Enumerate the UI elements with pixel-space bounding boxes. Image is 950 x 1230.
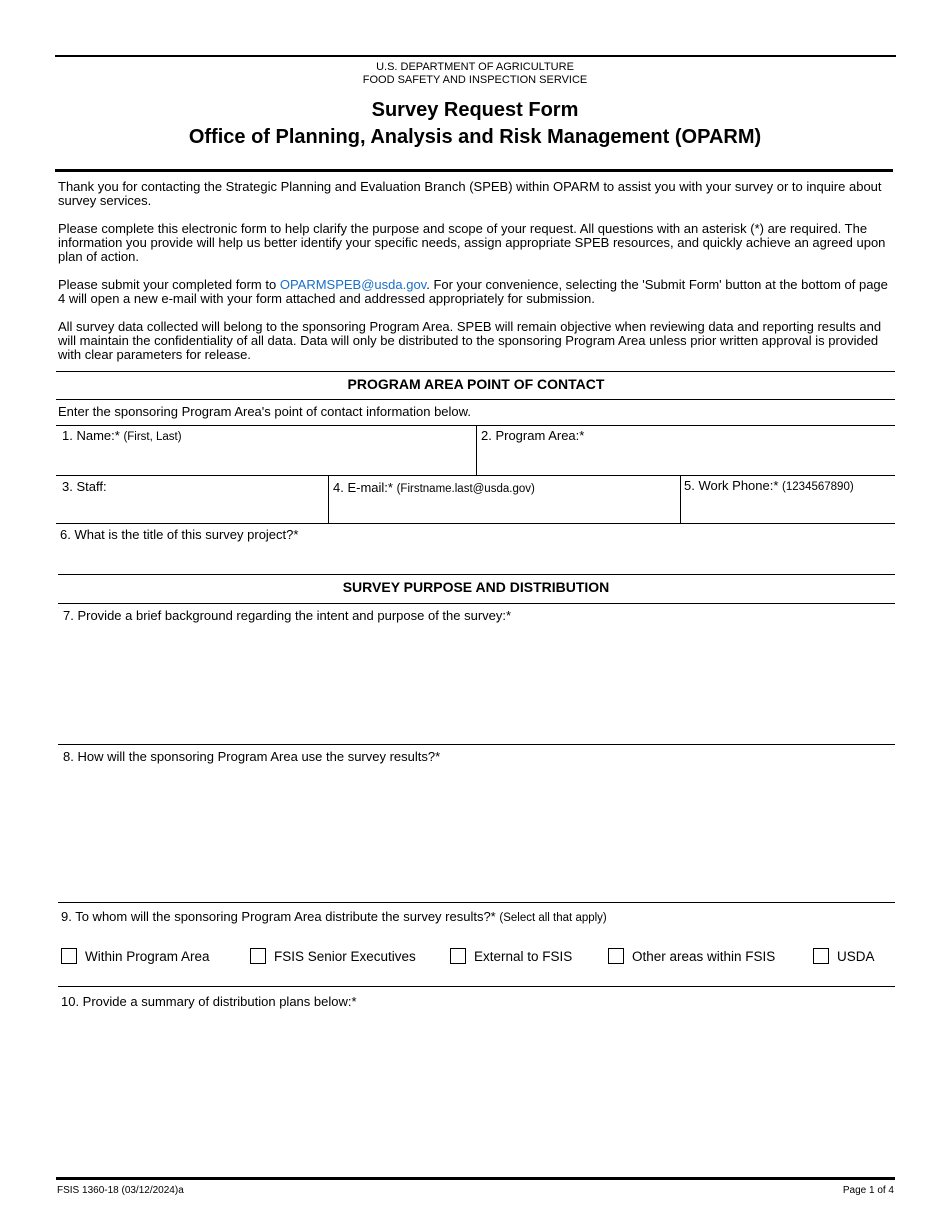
q4-email-label — [333, 480, 535, 497]
row1-divider — [476, 425, 477, 475]
purpose-section-heading: SURVEY PURPOSE AND DISTRIBUTION — [342, 579, 610, 595]
distribution-summary-textarea[interactable] — [61, 1014, 892, 1168]
option-other-areas-within-fsis[interactable] — [608, 946, 775, 966]
intro-paragraph-3-start: Please submit your completed form to — [58, 277, 280, 292]
top-rule — [55, 55, 896, 57]
contact-section-heading: PROGRAM AREA POINT OF CONTACT — [347, 376, 605, 392]
other-areas-within-fsis-checkbox[interactable] — [608, 948, 624, 964]
fsis-senior-executives-label: FSIS Senior Executives — [274, 948, 416, 964]
q1-name-hint: (First, Last) — [123, 431, 182, 443]
q9-distribution-label — [61, 909, 607, 926]
form-subtitle: Office of Planning, Analysis and Risk Management (OPARM) — [188, 126, 762, 148]
q8-bottom-rule — [58, 902, 895, 903]
row3-bottom-rule — [58, 574, 895, 575]
contact-section-top-rule — [56, 371, 895, 372]
use-results-textarea[interactable] — [63, 769, 892, 899]
option-usda[interactable] — [813, 946, 875, 966]
contact-heading-bottom-rule — [56, 399, 895, 400]
work-phone-input[interactable] — [684, 498, 893, 522]
contact-instruction: Enter the sponsoring Program Area's point of contact information below. — [58, 404, 471, 419]
row2-divider-1 — [328, 475, 329, 523]
external-to-fsis-checkbox[interactable] — [450, 948, 466, 964]
q5-phone-hint: (1234567890) — [782, 481, 854, 493]
header-bottom-rule — [55, 169, 893, 172]
agency-name-line2: FOOD SAFETY AND INSPECTION SERVICE — [362, 74, 588, 86]
q5-phone-label-text: 5. Work Phone:* — [684, 478, 779, 493]
page-number: Page 1 of 4 — [842, 1185, 894, 1196]
q7-bottom-rule — [58, 744, 895, 745]
footer-rule — [56, 1177, 895, 1180]
option-within-program-area[interactable] — [61, 946, 210, 966]
within-program-area-label: Within Program Area — [85, 948, 210, 964]
form-id: FSIS 1360-18 (03/12/2024)a — [57, 1185, 184, 1196]
staff-input[interactable] — [62, 498, 324, 522]
purpose-heading-bottom-rule — [58, 603, 895, 604]
other-areas-within-fsis-label: Other areas within FSIS — [632, 948, 776, 964]
q1-name-label — [62, 428, 182, 445]
q9-distribution-label-text: 9. To whom will the sponsoring Program Area distribute the survey results?* — [61, 909, 496, 924]
q2-program-area-label: 2. Program Area:* — [481, 428, 585, 443]
fsis-senior-executives-checkbox[interactable] — [250, 948, 266, 964]
q3-staff-label: 3. Staff: — [62, 479, 107, 494]
intro-paragraph-2: Please complete this electronic form to help clarify the purpose and scope of your request. All questions with an asterisk (*) are required. The information you provide will help us better identify your specific needs, assign appropriate SPEB resources, and quickly achieve an agreed upon plan of action. — [58, 221, 886, 264]
intro-paragraph-3 — [58, 278, 888, 306]
q10-summary-label: 10. Provide a summary of distribution plans below:* — [61, 994, 357, 1009]
row1-bottom-rule — [56, 475, 895, 476]
q5-phone-label — [684, 478, 854, 495]
q8-use-results-label: 8. How will the sponsoring Program Area use the survey results?* — [63, 749, 441, 764]
external-to-fsis-label: External to FSIS — [474, 948, 573, 964]
q9-distribution-hint: (Select all that apply) — [499, 912, 607, 924]
intro-paragraph-3-end: . For your convenience, selecting the 'Submit Form' button at the bottom of page 4 will open a new e-mail with your form attached and addressed appropriately for submission. — [58, 277, 888, 306]
submit-email-link[interactable]: OPARMSPEB@usda.gov — [279, 277, 427, 292]
q1-name-label-text: 1. Name:* — [62, 428, 120, 443]
option-external-to-fsis[interactable] — [450, 946, 572, 966]
usda-label: USDA — [837, 948, 875, 964]
intro-paragraph-4: All survey data collected will belong to the sponsoring Program Area. SPEB will remain objective when reviewing data and reporting results and will maintain the confidentiality of all data. Data will only be distributed to the sponsoring Program Area unless prior written approval is provided with clear parameters for release. — [58, 319, 882, 362]
intro-paragraph-1: Thank you for contacting the Strategic Planning and Evaluation Branch (SPEB) within OPARM to assist you with your survey or to inquire about survey services. — [58, 179, 882, 208]
q7-background-label: 7. Provide a brief background regarding the intent and purpose of the survey:* — [63, 608, 512, 623]
q6-title-label: 6. What is the title of this survey project?* — [60, 527, 299, 542]
form-title: Survey Request Form — [371, 99, 579, 121]
name-input[interactable] — [62, 448, 471, 472]
survey-title-input[interactable] — [60, 548, 892, 572]
usda-checkbox[interactable] — [813, 948, 829, 964]
agency-name-line1: U.S. DEPARTMENT OF AGRICULTURE — [376, 61, 574, 73]
q4-email-hint: (Firstname.last@usda.gov) — [396, 483, 535, 495]
background-textarea[interactable] — [63, 628, 892, 742]
row2-bottom-rule — [56, 523, 895, 524]
program-area-input[interactable] — [481, 448, 890, 472]
q4-email-label-text: 4. E-mail:* — [333, 480, 393, 495]
within-program-area-checkbox[interactable] — [61, 948, 77, 964]
option-fsis-senior-executives[interactable] — [250, 946, 416, 966]
email-input[interactable] — [333, 499, 677, 523]
q9-bottom-rule — [58, 986, 895, 987]
row2-divider-2 — [680, 475, 681, 523]
